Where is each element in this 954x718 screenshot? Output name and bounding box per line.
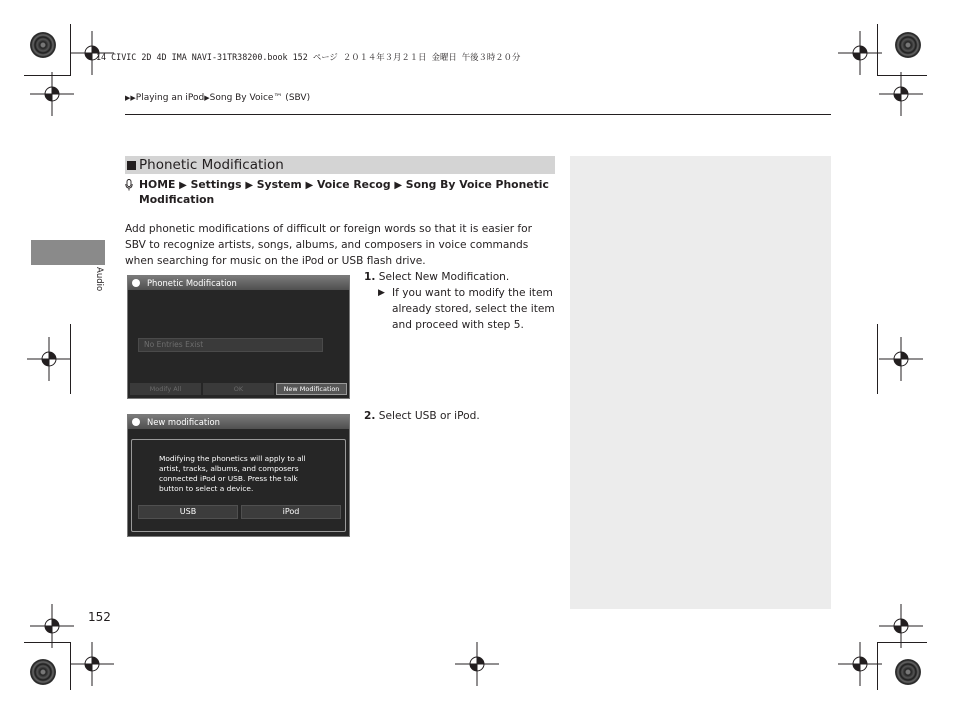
sub-arrow-icon: ▶ [378,288,385,298]
screen-title: New modification [147,417,220,427]
step-number: 2. [364,410,376,422]
intro-paragraph: Add phonetic modifications of difficult or foreign words so that it is easier for SBV to recognize artists, songs, albums, and composers in voice commands when searching for music on the iPod or USB flash drive. [125,223,533,267]
nav-voice-recog: Voice Recog [317,178,391,191]
registration-disc [30,32,56,58]
chapter-tab [31,240,105,265]
dialog-message: Modifying the phonetics will apply to all artist, tracks, albums, and composers connected iPod or USB. Press the talk button to select a device. [159,454,306,493]
nav-arrow-icon: ▶ [245,180,254,191]
registration-crosshair-icon [27,337,71,381]
section-heading [125,156,555,174]
screen-phonetic-modification [127,275,350,399]
step-target-new-modification: New Modification [414,271,506,283]
breadcrumb-playing-ipod[interactable]: Playing an iPod [135,93,205,103]
print-header: 14 CIVIC 2D 4D IMA NAVI-31TR38200.book 152 ページ ２０１４年３月２１日 金曜日 午後３時２０分 [96,52,521,62]
sidebar-notes-panel [570,156,831,609]
nav-arrow-icon: ▶ [305,180,314,191]
registration-crosshair-icon [838,642,882,686]
registration-crosshair-icon [455,642,499,686]
screen-title-bar [128,276,349,290]
usb-button[interactable]: USB [138,505,238,519]
nav-settings: Settings [190,178,242,191]
nav-sbv-phonetic: Song By Voice Phonetic [405,178,549,191]
step-target-ipod: iPod [454,410,477,422]
nav-modification: Modification [139,193,215,206]
screen-new-modification [127,414,350,537]
section-title: Phonetic Modification [139,157,284,173]
step-number: 1. [364,271,376,283]
section-square-icon [127,161,136,170]
step-target-usb: USB [414,410,437,422]
gear-icon [132,279,140,287]
nav-arrow-icon: ▶ [179,180,187,191]
breadcrumb-separator-icon: ▶ [204,94,210,102]
registration-crosshair-icon [70,642,114,686]
gear-icon [132,418,140,426]
breadcrumb-song-by-voice[interactable]: Song By Voice™ (SBV) [209,93,311,103]
empty-list-placeholder: No Entries Exist [144,340,204,349]
entry-list-item [138,338,323,352]
registration-crosshair-icon [30,72,74,116]
breadcrumb-arrow-icon: ▶▶ [125,94,136,102]
chapter-label: Audio [94,267,104,292]
breadcrumb [125,93,310,103]
registration-crosshair-icon [879,72,923,116]
screen-title: Phonetic Modification [147,278,237,288]
nav-system: System [256,178,302,191]
header-divider [125,114,831,115]
screen-title-bar [128,415,349,429]
step-1-note: If you want to modify the item already stored, select the item and proceed with step 5. [392,287,555,331]
ok-button[interactable]: OK [203,383,274,395]
registration-disc [30,659,56,685]
registration-crosshair-icon [838,31,882,75]
new-modification-button[interactable]: New Modification [276,383,347,395]
ipod-button[interactable]: iPod [241,505,341,519]
page-number: 152 [88,610,111,624]
modify-all-button[interactable]: Modify All [130,383,201,395]
step-1: 1. Select New Modification. [364,271,510,283]
registration-disc [895,659,921,685]
step-2: 2. Select USB or iPod. [364,410,480,422]
registration-crosshair-icon [879,337,923,381]
nav-arrow-icon: ▶ [394,180,403,191]
dialog-box [131,439,346,532]
registration-disc [895,32,921,58]
voice-command-microphone-icon [125,179,133,191]
nav-home: HOME [139,178,176,191]
